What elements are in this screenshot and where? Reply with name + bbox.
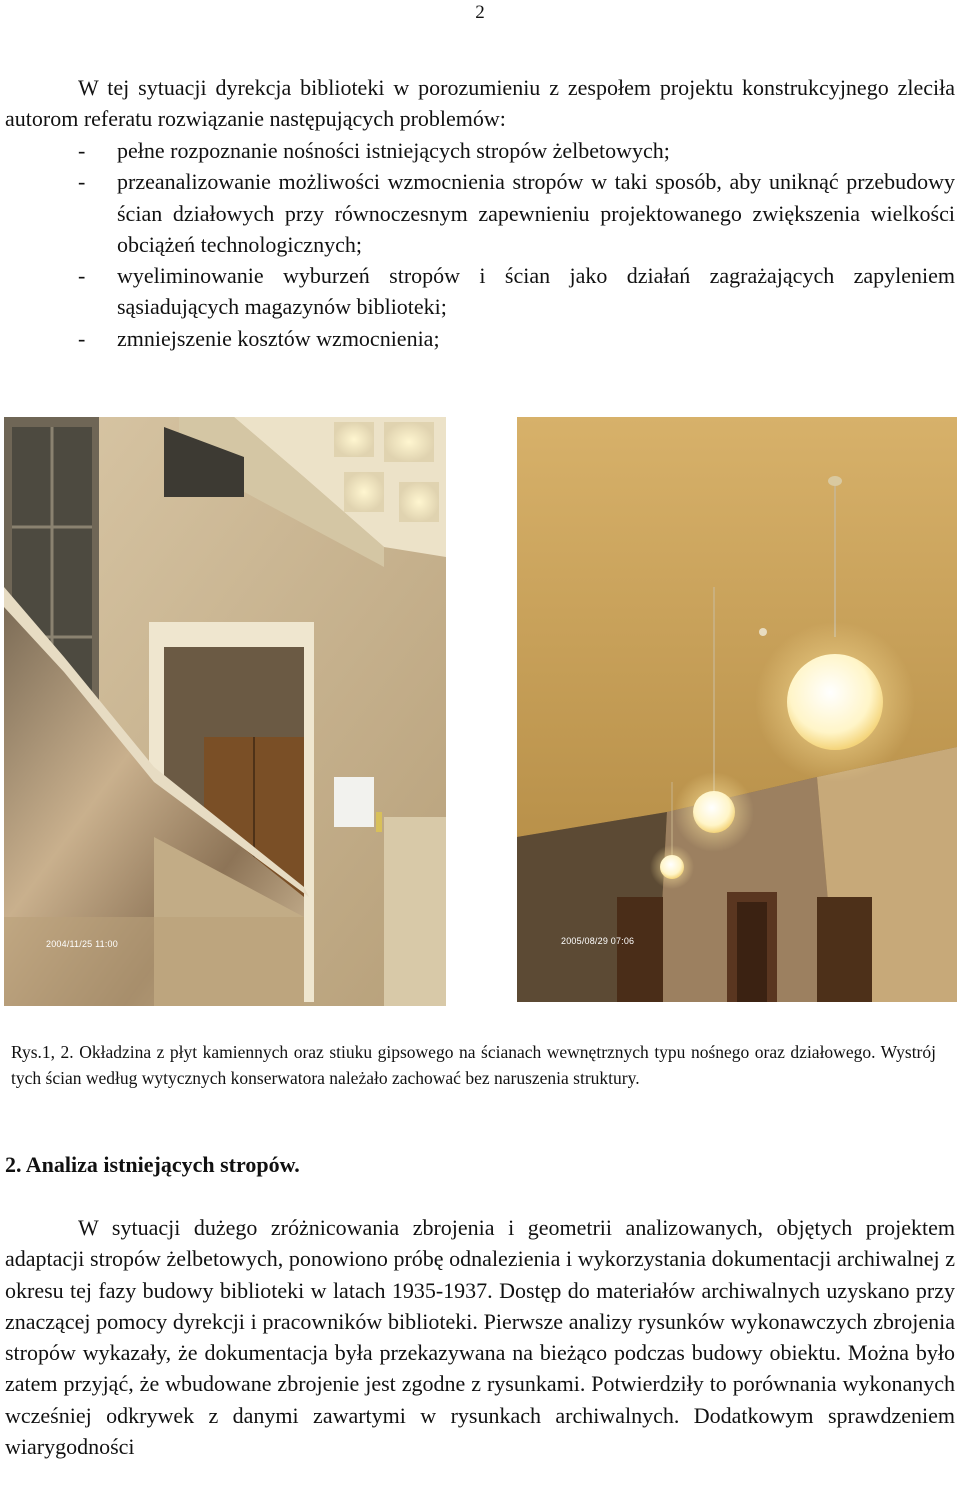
photo-timestamp: 2005/08/29 07:06 [561,936,635,946]
figure-caption: Rys.1, 2. Okładzina z płyt kamiennych oraz stiuku gipsowego na ścianach wewnętrznych typu nośnego oraz działowego. Wystrój tych ścian według wytycznych konserwatora należało zachować bez naruszenia struktury. [11,1042,936,1088]
list-item-text: wyeliminowanie wyburzeń stropów i ścian jako działań zagrażających zapyleniem sąsiadujących magazynów biblioteki; [117,263,955,320]
list-item-text: pełne rozpoznanie nośności istniejących stropów żelbetowych; [117,138,670,163]
list-dash: - [78,325,86,351]
list-item [78,166,955,260]
section-paragraph [5,1212,955,1462]
list-dash: - [78,169,86,195]
list-item [78,135,955,166]
corridor-photo [517,417,957,1002]
list-item-text: zmniejszenie kosztów wzmocnienia; [117,325,440,351]
section-heading: 2. Analiza istniejących stropów. [5,1152,300,1177]
photo-timestamp: 2004/11/25 11:00 [46,939,118,949]
intro-paragraph [5,72,955,135]
list-item-text: przeanalizowanie możliwości wzmocnienia stropów w taki sposób, aby uniknąć przebudowy ścian działowych przy równoczesnym zapewnieniu projektowanego zwiększenia wielkości obciążeń technologicznych; [117,169,955,257]
page-number: 2 [475,2,485,23]
list-dash: - [78,263,86,289]
list-dash: - [78,138,86,163]
list-item [78,323,955,354]
problem-list [78,135,955,354]
intro-text: W tej sytuacji dyrekcja biblioteki w porozumieniu z zespołem projektu konstrukcyjnego zleciła autorom referatu rozwiązanie następujących problemów: [5,75,955,132]
staircase-illustration [4,417,446,1006]
list-item [78,260,955,323]
corridor-illustration [517,417,957,1002]
section-text: W sytuacji dużego zróżnicowania zbrojenia i geometrii analizowanych, objętych projektem adaptacji stropów żelbetowych, ponowiono próbę odnalezienia i wykorzystania dokumentacji archiwalnej z okresu tej fazy budowy biblioteki w latach 1935-1937. Dostęp do materiałów archiwalnych uzyskano przy znaczącej pomocy dyrekcji i pracowników biblioteki. Pierwsze analizy rysunków wykonawczych zbrojenia stropów wykazały, że dokumentacja była przekazywana na bieżąco podczas budowy obiektu. Można było zatem przyjąć, że wbudowane zbrojenie jest zgodne z rysunkami. Potwierdziły to porównania wykonanych wcześniej odkrywek z danymi zawartymi w rysunkach archiwalnych. Dodatkowym sprawdzeniem wiarygodności [5,1215,955,1460]
staircase-photo [4,417,446,1006]
